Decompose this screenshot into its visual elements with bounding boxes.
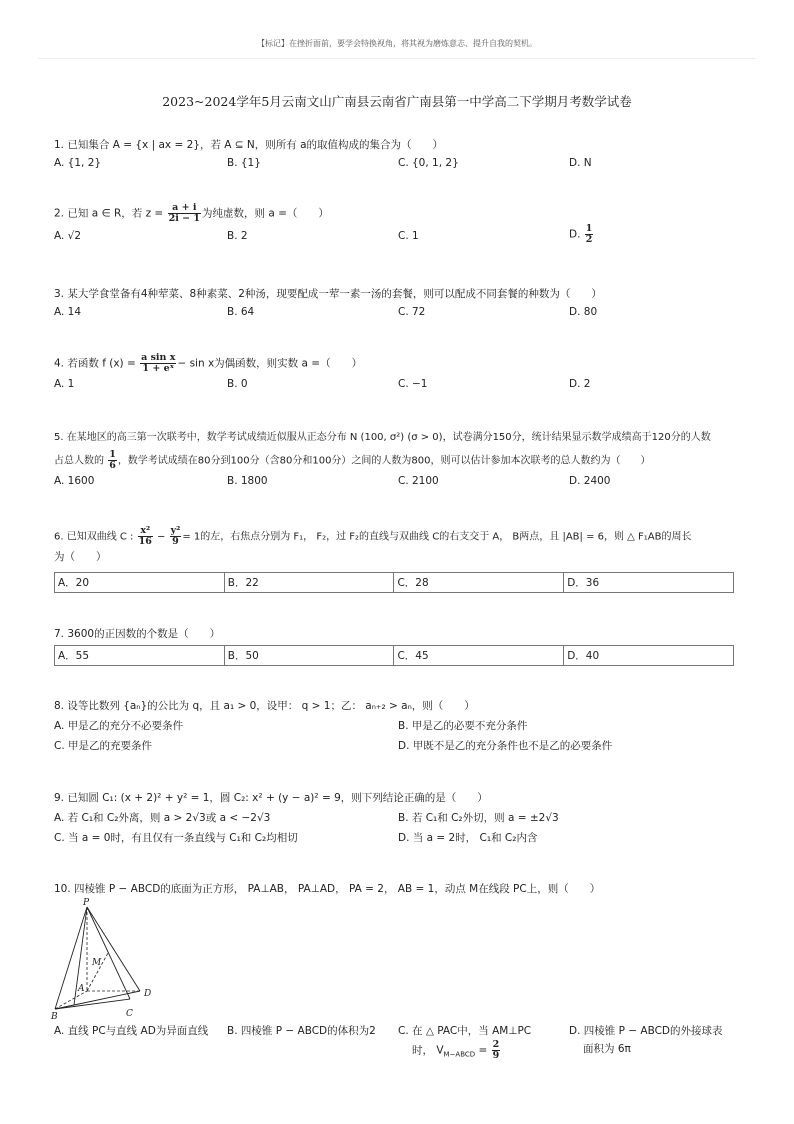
option-a[interactable]: A. √2 bbox=[54, 230, 82, 242]
fraction-numerator: 1 bbox=[585, 223, 593, 234]
option-c-text: 时， V bbox=[412, 1044, 444, 1057]
option-b[interactable]: B. 2 bbox=[227, 230, 248, 242]
options-row bbox=[54, 223, 744, 246]
stem-text: 6. 已知双曲线 C : bbox=[54, 531, 134, 543]
stem-text: = 1的左，右焦点分别为 F₁， F₂，过 F₂的直线与双曲线 C的右支交于 A， B两点，且 |AB| = 6，则 △ F₁AB的周长 bbox=[182, 531, 692, 543]
fraction-denominator: 16 bbox=[138, 536, 152, 547]
question-stem: 7. 3600的正因数的个数是（ ） bbox=[54, 628, 221, 640]
fraction-numerator: a + i bbox=[168, 203, 201, 214]
fraction-denominator: 1 + eˣ bbox=[142, 363, 175, 374]
question-4 bbox=[54, 353, 744, 394]
options-row bbox=[54, 157, 744, 173]
fraction-denominator: 2 bbox=[585, 234, 593, 245]
option-d-line1: D. 四棱锥 P − ABCD的外接球表 bbox=[569, 1025, 723, 1037]
question-stem: 8. 设等比数列 {aₙ}的公比为 q，且 a₁ > 0，设甲： q > 1；乙： aₙ₊₂ > aₙ，则（ ） bbox=[54, 700, 475, 712]
option-a[interactable]: A. 甲是乙的充分不必要条件 bbox=[54, 720, 184, 732]
option-d[interactable]: D. 80 bbox=[569, 306, 598, 318]
option-c[interactable]: C. −1 bbox=[398, 378, 428, 390]
label-m: M bbox=[92, 958, 102, 968]
options-table bbox=[54, 645, 734, 666]
option-d[interactable]: D．40 bbox=[564, 646, 734, 666]
stem-text: − sin x为偶函数，则实数 a =（ ） bbox=[177, 357, 363, 370]
option-b[interactable]: B. 四棱锥 P − ABCD的体积为2 bbox=[227, 1025, 376, 1037]
option-c-line1: C. 在 △ PAC中，当 AM⊥PC bbox=[398, 1025, 532, 1037]
fraction bbox=[140, 353, 176, 374]
question-stem: 9. 已知圆 C₁: (x + 2)² + y² = 1，圆 C₂: x² + (y − a)² = 9，则下列结论正确的是（ ） bbox=[54, 792, 488, 804]
option-a[interactable]: A. 直线 PC与直线 AD为异面直线 bbox=[54, 1025, 209, 1037]
options-row bbox=[54, 306, 744, 322]
question-5 bbox=[54, 430, 744, 491]
option-b[interactable]: B. 若 C₁和 C₂外切，则 a = ±2√3 bbox=[398, 812, 559, 824]
option-c[interactable]: C. 72 bbox=[398, 306, 426, 318]
fraction-denominator: 9 bbox=[492, 1050, 500, 1061]
option-d[interactable]: D. 2400 bbox=[569, 475, 611, 487]
option-d-label: D. bbox=[569, 228, 581, 241]
question-10-options bbox=[54, 1022, 744, 1072]
option-c[interactable] bbox=[398, 1022, 563, 1064]
stem-text: ，数学考试成绩在80分到100分（含80分和100分）之间的人数为800，则可以估计参加本次联考的总人数约为（ ） bbox=[117, 455, 651, 467]
header-divider bbox=[38, 58, 756, 59]
edge-pd bbox=[87, 907, 140, 991]
fraction-numerator: 1 bbox=[109, 449, 116, 460]
option-c[interactable]: C. {0, 1, 2} bbox=[398, 157, 459, 169]
option-c-equals: = bbox=[475, 1044, 488, 1057]
fraction bbox=[138, 526, 153, 547]
option-d[interactable]: D. 当 a = 2时， C₁和 C₂内含 bbox=[398, 832, 538, 844]
option-a[interactable]: A. 1 bbox=[54, 378, 75, 390]
question-3 bbox=[54, 286, 744, 322]
label-p: P bbox=[83, 898, 90, 908]
question-stem bbox=[54, 203, 744, 224]
label-c: C bbox=[126, 1009, 133, 1019]
stem-text: 2. 已知 a ∈ R，若 z = bbox=[54, 207, 164, 220]
option-a[interactable]: A. 若 C₁和 C₂外离，则 a > 2√3或 a < −2√3 bbox=[54, 812, 271, 824]
question-7 bbox=[54, 626, 744, 662]
option-d[interactable]: D. N bbox=[569, 157, 592, 169]
question-2 bbox=[54, 203, 744, 246]
fraction-denominator: 9 bbox=[172, 536, 179, 547]
edge-pc bbox=[87, 907, 130, 999]
option-a[interactable]: A. {1, 2} bbox=[54, 157, 102, 169]
option-b[interactable]: B. 0 bbox=[227, 378, 248, 390]
option-a[interactable]: A. 14 bbox=[54, 306, 82, 318]
fraction bbox=[492, 1040, 501, 1061]
fraction-numerator: y² bbox=[170, 525, 181, 536]
option-a[interactable]: A. 1600 bbox=[54, 475, 95, 487]
option-c[interactable]: C．28 bbox=[394, 573, 564, 593]
option-d[interactable] bbox=[569, 224, 594, 245]
option-c-line2 bbox=[398, 1040, 563, 1064]
question-stem-line2 bbox=[54, 450, 744, 471]
options-table bbox=[54, 572, 734, 593]
volume-subscript: M−ABCD bbox=[443, 1050, 476, 1059]
fraction-numerator: x² bbox=[138, 526, 153, 537]
fraction bbox=[168, 203, 201, 224]
question-stem: 10. 四棱锥 P − ABCD的底面为正方形， PA⊥AB， PA⊥AD， PA = 2， AB = 1，动点 M在线段 PC上，则（ ） bbox=[54, 883, 601, 895]
edge-b-c bbox=[55, 999, 130, 1009]
option-a[interactable]: A．20 bbox=[55, 573, 225, 593]
option-b[interactable]: B. 1800 bbox=[227, 475, 268, 487]
question-6 bbox=[54, 525, 744, 589]
option-d-line2: 面积为 6π bbox=[583, 1043, 631, 1055]
question-9 bbox=[54, 790, 744, 846]
label-b: B bbox=[51, 1012, 58, 1020]
header-note: 【标记】在挫折面前，要学会特换视角，将其视为磨炼意志、提升自我的契机。 bbox=[257, 39, 537, 48]
option-c[interactable]: C. 2100 bbox=[398, 475, 439, 487]
question-stem bbox=[54, 526, 744, 547]
options-row bbox=[54, 718, 744, 734]
option-b[interactable]: B．22 bbox=[224, 573, 394, 593]
fraction-numerator: 2 bbox=[492, 1039, 500, 1050]
stem-text: 为纯虚数，则 a =（ ） bbox=[201, 207, 329, 220]
fraction bbox=[108, 450, 117, 471]
option-d[interactable]: D. 2 bbox=[569, 378, 591, 390]
question-stem: 5. 在某地区的高三第一次联考中，数学考试成绩近似服从正态分布 N (100, σ²) (σ > 0)，试卷满分150分，统计结果显示数学成绩高于120分的人数 bbox=[54, 432, 711, 443]
options-row bbox=[54, 475, 744, 491]
option-b[interactable]: B. {1} bbox=[227, 157, 261, 169]
option-d[interactable]: D. 甲既不是乙的充分条件也不是乙的必要条件 bbox=[398, 740, 613, 752]
question-stem bbox=[54, 353, 744, 374]
question-stem: 3. 某大学食堂备有4种荤菜、8种素菜、2种汤，现要配成一荤一素一汤的套餐，则可以配成不同套餐的种数为（ ） bbox=[54, 288, 602, 300]
question-1 bbox=[54, 137, 744, 173]
fraction-denominator: 6 bbox=[109, 460, 116, 471]
label-d: D bbox=[144, 989, 152, 999]
fraction bbox=[170, 526, 182, 547]
options-row bbox=[54, 810, 744, 826]
option-b[interactable]: B．50 bbox=[224, 646, 394, 666]
question-stem: 1. 已知集合 A = {x | ax = 2}，若 A ⊆ N，则所有 a的取值构成的集合为（ ） bbox=[54, 139, 444, 151]
option-b[interactable]: B. 64 bbox=[227, 306, 255, 318]
option-b[interactable]: B. 甲是乙的必要不充分条件 bbox=[398, 720, 528, 732]
question-stem-line2: 为（ ） bbox=[54, 551, 107, 563]
fraction bbox=[585, 224, 594, 245]
label-a: A bbox=[78, 984, 85, 994]
options-row bbox=[54, 738, 744, 754]
pyramid-figure bbox=[50, 895, 170, 1020]
option-d[interactable]: D．36 bbox=[564, 573, 734, 593]
option-c[interactable]: C. 甲是乙的充要条件 bbox=[54, 740, 153, 752]
options-row bbox=[54, 830, 744, 846]
stem-text: 4. 若函数 f (x) = bbox=[54, 357, 136, 370]
option-c[interactable]: C．45 bbox=[394, 646, 564, 666]
fraction-numerator: a sin x bbox=[141, 352, 176, 363]
option-c[interactable]: C. 1 bbox=[398, 230, 419, 242]
option-d[interactable] bbox=[569, 1022, 734, 1058]
stem-text: 占总人数的 bbox=[54, 455, 104, 467]
option-c[interactable]: C. 当 a = 0时，有且仅有一条直线与 C₁和 C₂均相切 bbox=[54, 832, 298, 844]
minus-sign: − bbox=[157, 531, 166, 543]
question-8 bbox=[54, 698, 744, 754]
fraction-denominator: 2i − 1 bbox=[168, 213, 200, 224]
option-a[interactable]: A．55 bbox=[55, 646, 225, 666]
options-row bbox=[54, 378, 744, 394]
page-title: 2023~2024学年5月云南文山广南县云南省广南县第一中学高二下学期月考数学试卷 bbox=[162, 94, 632, 109]
